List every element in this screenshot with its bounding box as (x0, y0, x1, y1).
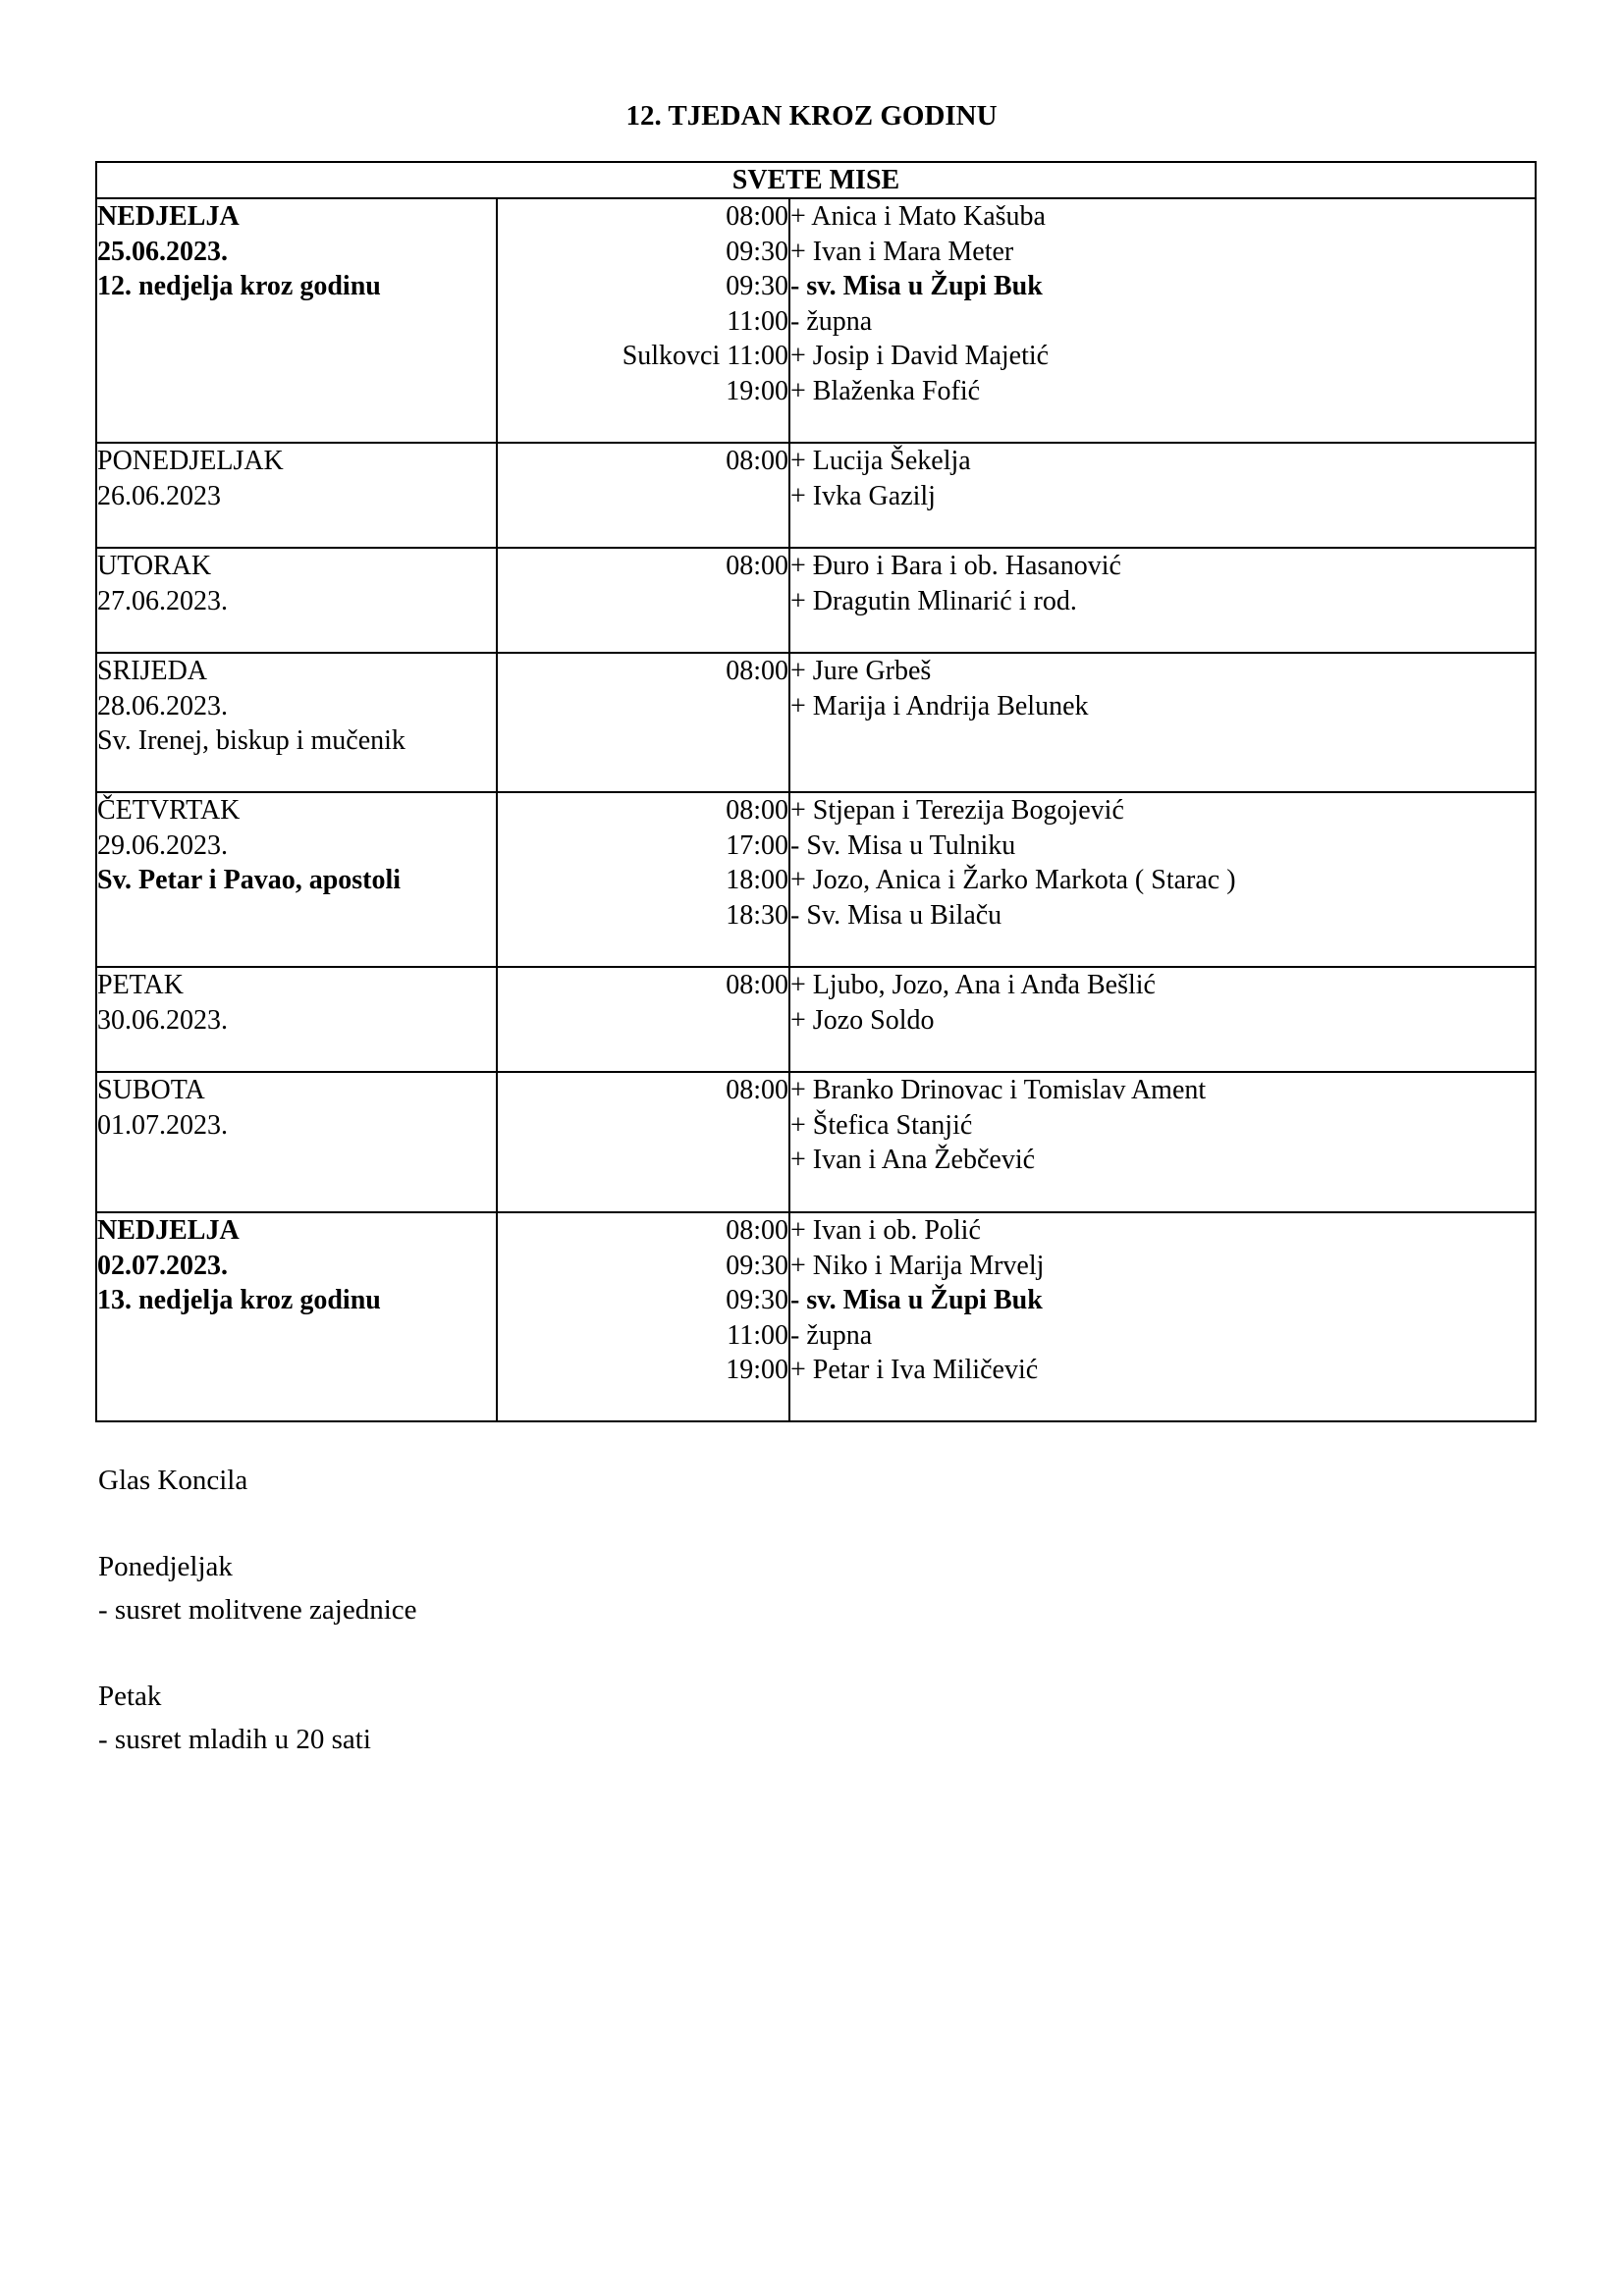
intention: - Sv. Misa u Bilaču (790, 899, 1002, 931)
notes-heading: Glas Koncila (98, 1465, 248, 1496)
intention: + Dragutin Mlinarić i rod. (790, 585, 1077, 616)
mass-time: 08:00 (726, 1075, 788, 1105)
intention: + Ljubo, Jozo, Ana i Anđa Bešlić (790, 970, 1156, 1000)
day-cell (96, 967, 497, 1072)
day-name: NEDJELJA (97, 1215, 240, 1246)
intentions-cell (789, 1072, 1536, 1212)
mass-time: 08:00 (726, 201, 788, 232)
mass-time: 18:00 (726, 865, 788, 895)
intentions-cell (789, 443, 1536, 548)
day-cell (96, 653, 497, 792)
intention: + Ivan i ob. Polić (790, 1215, 981, 1246)
intention: - Sv. Misa u Tulniku (790, 829, 1016, 861)
intention: - župna (790, 1319, 873, 1351)
day-date: 02.07.2023. (97, 1250, 228, 1281)
intention: + Jozo, Anica i Žarko Markota ( Starac ) (790, 865, 1236, 895)
table-header: SVETE MISE (96, 162, 1536, 198)
mass-schedule-table (95, 161, 1537, 1422)
friday-label: Petak (98, 1681, 162, 1712)
intentions-cell (789, 967, 1536, 1072)
day-name: PETAK (97, 970, 184, 1000)
day-cell (96, 792, 497, 967)
intention: + Stjepan i Terezija Bogojević (790, 795, 1124, 826)
schedule-body (96, 198, 1536, 1421)
intention: + Ivan i Mara Meter (790, 236, 1014, 267)
mass-time: 09:30 (726, 1250, 788, 1281)
intention: + Branko Drinovac i Tomislav Ament (790, 1075, 1207, 1105)
notes-section (98, 1459, 417, 1761)
times-cell (497, 198, 789, 443)
mass-time: 09:30 (726, 236, 788, 267)
spacer (98, 1502, 417, 1545)
day-name: UTORAK (97, 551, 212, 581)
mass-time: 08:00 (726, 970, 788, 1000)
intention: + Ivan i Ana Žebčević (790, 1145, 1036, 1175)
mass-time: 19:00 (726, 375, 788, 406)
intention: + Petar i Iva Miličević (790, 1355, 1039, 1385)
mass-time: 08:00 (726, 1215, 788, 1246)
schedule-row (96, 1212, 1536, 1421)
intentions-cell (789, 198, 1536, 443)
day-date: 28.06.2023. (97, 690, 228, 721)
times-cell (497, 1072, 789, 1212)
page-title: 12. TJEDAN KROZ GODINU (625, 100, 998, 132)
intentions-cell (789, 548, 1536, 653)
day-feast: 12. nedjelja kroz godinu (97, 271, 381, 301)
schedule-row (96, 548, 1536, 653)
intention: - župna (790, 305, 873, 337)
intention: - sv. Misa u Župi Buk (790, 1285, 1043, 1315)
times-cell (497, 443, 789, 548)
intention: + Marija i Andrija Belunek (790, 690, 1089, 721)
day-feast: Sv. Petar i Pavao, apostoli (97, 865, 402, 895)
intentions-cell (789, 653, 1536, 792)
intention: + Blaženka Fofić (790, 375, 981, 406)
day-cell (96, 443, 497, 548)
intention: + Niko i Marija Mrvelj (790, 1250, 1045, 1281)
intention: + Đuro i Bara i ob. Hasanović (790, 551, 1121, 581)
day-date: 29.06.2023. (97, 829, 228, 861)
schedule-row (96, 1072, 1536, 1212)
mass-time: 08:00 (726, 795, 788, 826)
day-feast: 13. nedjelja kroz godinu (97, 1285, 381, 1315)
intentions-cell (789, 1212, 1536, 1421)
mass-time: 11:00 (727, 1319, 788, 1351)
schedule-row (96, 792, 1536, 967)
intention: + Jozo Soldo (790, 1004, 935, 1036)
mass-time: 17:00 (726, 829, 788, 861)
day-feast: Sv. Irenej, biskup i mučenik (97, 725, 406, 756)
times-cell (497, 792, 789, 967)
day-date: 27.06.2023. (97, 585, 228, 616)
schedule-row (96, 653, 1536, 792)
schedule-row (96, 967, 1536, 1072)
day-date: 01.07.2023. (97, 1109, 228, 1141)
spacer (98, 1631, 417, 1675)
mass-time: 08:00 (726, 551, 788, 581)
day-cell (96, 1072, 497, 1212)
monday-item: - susret molitvene zajednice (98, 1594, 417, 1626)
table-header-row (96, 162, 1536, 198)
mass-time: 18:30 (726, 899, 788, 931)
intention: + Ivka Gazilj (790, 480, 936, 511)
intentions-cell (789, 792, 1536, 967)
schedule-row (96, 198, 1536, 443)
friday-item: - susret mladih u 20 sati (98, 1724, 371, 1755)
schedule-row (96, 443, 1536, 548)
intention: + Anica i Mato Kašuba (790, 201, 1046, 232)
intention: - sv. Misa u Župi Buk (790, 271, 1043, 301)
day-date: 25.06.2023. (97, 236, 228, 267)
times-cell (497, 548, 789, 653)
day-name: ČETVRTAK (97, 795, 241, 826)
intention: + Jure Grbeš (790, 656, 932, 686)
day-name: SRIJEDA (97, 656, 208, 686)
monday-label: Ponedjeljak (98, 1551, 233, 1582)
day-cell (96, 1212, 497, 1421)
mass-time: 11:00 (727, 305, 788, 337)
times-cell (497, 967, 789, 1072)
intention: + Štefica Stanjić (790, 1109, 973, 1141)
day-cell (96, 548, 497, 653)
mass-time: 09:30 (726, 271, 788, 301)
times-cell (497, 1212, 789, 1421)
day-date: 30.06.2023. (97, 1004, 228, 1036)
mass-time: 08:00 (726, 446, 788, 476)
day-name: PONEDJELJAK (97, 446, 284, 476)
day-date: 26.06.2023 (97, 480, 221, 511)
times-cell (497, 653, 789, 792)
intention: + Josip i David Majetić (790, 341, 1050, 371)
day-cell (96, 198, 497, 443)
day-name: NEDJELJA (97, 201, 240, 232)
mass-time: 19:00 (726, 1355, 788, 1385)
day-name: SUBOTA (97, 1075, 205, 1105)
mass-time: Sulkovci 11:00 (622, 341, 788, 371)
intention: + Lucija Šekelja (790, 446, 971, 476)
mass-time: 08:00 (726, 656, 788, 686)
mass-time: 09:30 (726, 1285, 788, 1315)
